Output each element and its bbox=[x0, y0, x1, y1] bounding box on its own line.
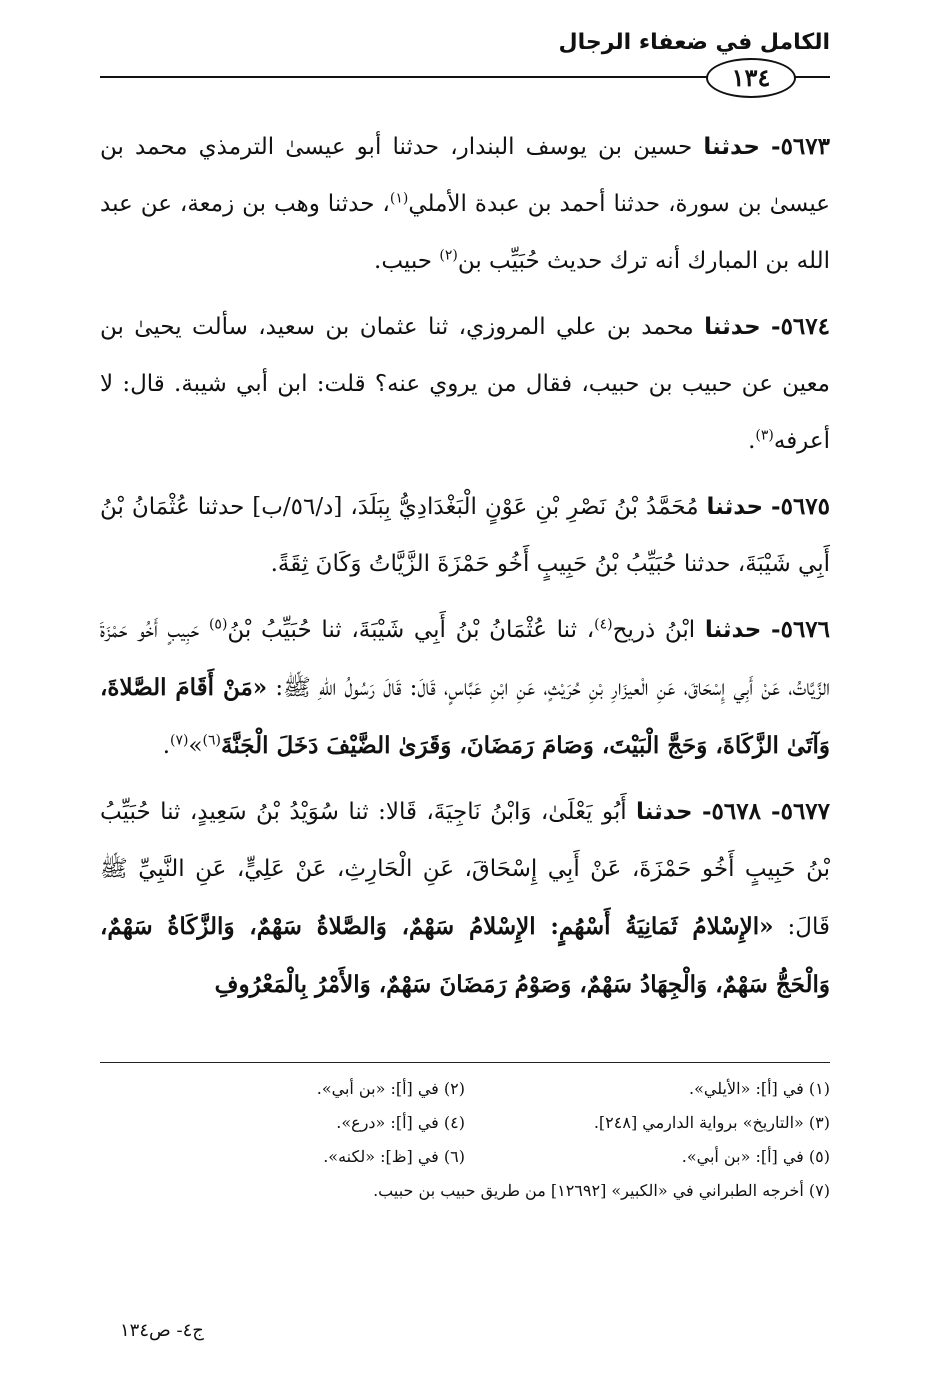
entry-number: ٥٦٧٣- bbox=[771, 133, 830, 160]
footnote-5: (٥) في [أ]: «بن أبي». bbox=[681, 1147, 830, 1166]
narration-lead: حدثنا bbox=[703, 134, 760, 160]
volume-page-ref: ج٤- ص١٣٤ bbox=[120, 1320, 204, 1341]
footnote-ref[interactable]: (٣) bbox=[755, 427, 774, 444]
entry-5675 bbox=[100, 478, 830, 593]
entry-5676 bbox=[100, 601, 830, 775]
footnote-rule bbox=[100, 1062, 830, 1063]
entry-number: ٥٦٧٥- bbox=[771, 493, 831, 520]
entry-text: محمد بن علي المروزي، ثنا عثمان بن سعيد، سألت يحيىٰ بن معين عن حبيب بن حبيب، فقال من يروي عنه؟ قلت: ابن أبي شيبة. قال: لا أعرفه bbox=[100, 314, 830, 454]
footnote-row bbox=[100, 1140, 830, 1174]
hadith-text: «الإِسْلامُ ثَمَانِيَةُ أَسْهُمٍ: الإِسْلامُ سَهْمٌ، وَالصَّلاةُ سَهْمٌ، وَالزَّكَاةُ سَهْمٌ، وَالْحَجُّ سَهْمٌ، وَالْجِهَادُ سَهْمٌ، وَصَوْمُ رَمَضَانَ سَهْمٌ، وَالأَمْرُ بِالْمَعْرُوفِ bbox=[100, 913, 830, 998]
narration-lead: حدثنا bbox=[636, 799, 693, 825]
footnote-ref[interactable]: (٧) bbox=[170, 732, 189, 749]
footnote-ref[interactable]: (٤) bbox=[594, 616, 613, 633]
footnote-row bbox=[100, 1072, 830, 1106]
footnotes bbox=[100, 1072, 830, 1208]
narration-lead: حدثنا bbox=[704, 314, 761, 340]
entry-text: حَبِيبٍ أَخُو حَمْزَةَ الزَّيَّاتُ، عَنْ أَبِي إِسْحَاقَ، عَنِ الْعيزَارِ بْنِ حُرَيْثٍ، عَنِ ابْنِ عَبَّاسٍ، قَالَ: قَالَ رَسُولُ اللهِ ﷺ: bbox=[100, 617, 830, 701]
footnote-row bbox=[100, 1174, 830, 1208]
footnote-4: (٤) في [أ]: «درع». bbox=[336, 1113, 465, 1132]
footnote-6: (٦) في [ظ]: «لكنه». bbox=[323, 1147, 465, 1166]
footnote-3: (٣) «التاريخ» برواية الدارمي [٢٤٨]. bbox=[593, 1113, 830, 1132]
entry-5677-5678 bbox=[100, 783, 830, 1014]
entry-text: حسين بن يوسف البندار، حدثنا أبو عيسىٰ الترمذي محمد بن عيسىٰ بن سورة، حدثنا أحمد بن عبدة الأملي bbox=[100, 134, 830, 217]
running-title: الكامل في ضعفاء الرجال bbox=[558, 30, 830, 55]
entry-number: ٥٦٧٦- bbox=[771, 616, 831, 643]
main-text bbox=[100, 118, 830, 1022]
entry-number: ٥٦٧٧- ٥٦٧٨- bbox=[701, 798, 831, 825]
entry-5673 bbox=[100, 118, 830, 290]
footnote-2: (٢) في [أ]: «بن أبي». bbox=[316, 1079, 465, 1098]
entry-text: مُحَمَّدُ بْنُ نَصْرِ بْنِ عَوْنٍ الْبَغْدَادِيُّ بِبَلَدَ، [د/٥٦/ب] حدثنا عُثْمَانُ بْنُ أَبِي شَيْبَةَ، حدثنا حُبَيِّبُ بْنُ حَبِيبٍ أَخُو حَمْزَةَ الزَّيَّاتُ وَكَانَ ثِقَةً. bbox=[100, 494, 830, 577]
entry-5674 bbox=[100, 298, 830, 470]
page-number: ١٣٤ bbox=[706, 58, 796, 98]
entry-text: أَبُو يَعْلَىٰ، وَابْنُ نَاجِيَةَ، قَالا: ثنا سُوَيْدُ بْنُ سَعِيدٍ، ثنا حُبَيِّبُ بْنُ حَبِيبٍ أَخُو حَمْزَةَ، عَنْ أَبِي إِسْحَاقَ، عَنِ الْحَارِثِ، عَنْ عَلِيٍّ، عَنِ النَّبِيِّ ﷺ قَالَ: bbox=[100, 799, 830, 940]
footnote-ref[interactable]: (٦) bbox=[202, 732, 222, 749]
narration-lead: حدثنا bbox=[706, 494, 764, 520]
entry-text: ابْنُ ذريح bbox=[612, 617, 705, 643]
narration-lead: حدثنا bbox=[704, 617, 762, 643]
hadith-text: «مَنْ أَقَامَ الصَّلاةَ، وَآتَىٰ الزَّكَاةَ، وَحَجَّ الْبَيْتَ، وَصَامَ رَمَضَانَ، وَقَرَىٰ الضَّيْفَ دَخَلَ الْجَنَّةَ bbox=[100, 674, 830, 759]
entry-text: » bbox=[188, 733, 203, 759]
entry-text: ، حدثنا وهب بن زمعة، عن عبد الله بن المبارك أنه ترك حديث حُبَيِّب بن bbox=[100, 191, 830, 274]
entry-text: حبيب. bbox=[374, 248, 440, 274]
entry-text: ، ثنا عُثْمَانُ بْنُ أَبِي شَيْبَةَ، ثنا حُبَيِّبُ بْنُ bbox=[227, 617, 595, 643]
footnote-row bbox=[100, 1106, 830, 1140]
footnote-ref[interactable]: (٥) bbox=[208, 616, 228, 633]
entry-text: . bbox=[162, 733, 170, 759]
footnote-7: (٧) أخرجه الطبراني في «الكبير» [١٢٦٩٢] من طريق حبيب بن حبيب. bbox=[373, 1181, 830, 1200]
footnote-ref[interactable]: (١) bbox=[389, 190, 409, 207]
entry-text: . bbox=[748, 428, 756, 454]
footnote-ref[interactable]: (٢) bbox=[439, 247, 458, 264]
footnote-1: (١) في [أ]: «الأيلي». bbox=[689, 1079, 830, 1098]
entry-number: ٥٦٧٤- bbox=[771, 313, 830, 340]
